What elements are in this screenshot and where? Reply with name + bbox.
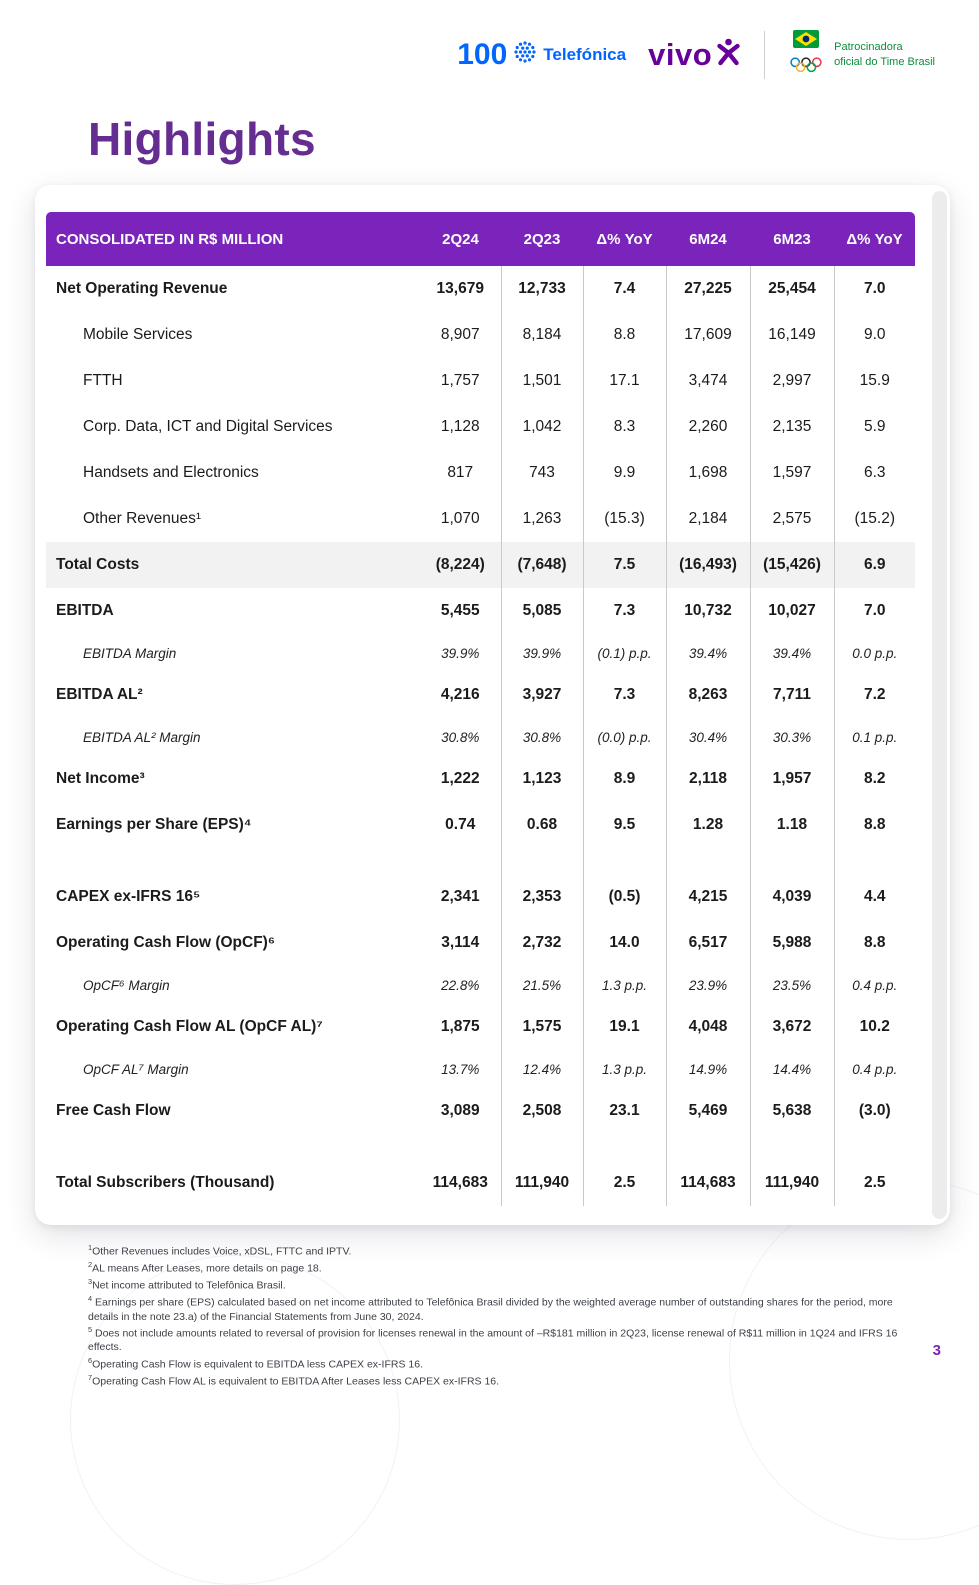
- cell-value: 30.8%: [441, 729, 480, 745]
- cell-value: 3,927: [501, 672, 583, 718]
- table-row: [46, 404, 915, 450]
- cell-value: 15.9: [834, 358, 915, 404]
- row-label: Net Income³: [56, 770, 145, 787]
- cell-value: 5,085: [501, 588, 583, 634]
- table-row: [46, 920, 915, 966]
- table-row: [46, 450, 915, 496]
- cell-value: 5,988: [750, 920, 834, 966]
- cell-value: 4,215: [666, 874, 750, 920]
- cell-value: (0.0) p.p.: [583, 718, 666, 756]
- cell-value: 0.4 p.p.: [834, 1050, 915, 1088]
- cell-value: 2.5: [583, 1160, 666, 1206]
- cell-value: 4,048: [666, 1004, 750, 1050]
- cell-value: 1,875: [440, 1018, 480, 1035]
- cell-value: 9.0: [834, 312, 915, 358]
- cell-value: 1,070: [440, 510, 480, 527]
- cell-value: 6,517: [666, 920, 750, 966]
- cell-value: 13.7%: [441, 1061, 480, 1077]
- cell-value: 23.5%: [750, 966, 834, 1004]
- cell-value: (15.2): [834, 496, 915, 542]
- row-label: Total Costs: [56, 556, 140, 573]
- cell-value: 2,118: [666, 756, 750, 802]
- scrollbar[interactable]: [932, 191, 947, 1219]
- sponsor-line-1: Patrocinadora: [834, 41, 903, 54]
- table-row: [46, 672, 915, 718]
- cell-value: 1,957: [750, 756, 834, 802]
- cell-value: 30.3%: [750, 718, 834, 756]
- table-header: [46, 212, 915, 266]
- footnotes: [88, 1243, 910, 1390]
- cell-value: 2,353: [501, 874, 583, 920]
- cell-value: 23.1: [583, 1088, 666, 1134]
- cell-value: [501, 848, 583, 874]
- footnote: $^6$Operating Cash Flow is equivalent to EBITDA less CAPEX ex-IFRS 16.: [88, 1355, 423, 1371]
- table-row: [46, 874, 915, 920]
- cell-value: 21.5%: [501, 966, 583, 1004]
- footnote: $^3$Net income attributed to Telefônica Brasil.: [88, 1277, 286, 1292]
- cell-value: 2,732: [501, 920, 583, 966]
- cell-value: 17,609: [666, 312, 750, 358]
- telefonica-logo: [457, 37, 627, 71]
- cell-value: 7.2: [834, 672, 915, 718]
- cell-value: 1,698: [666, 450, 750, 496]
- cell-value: (15.3): [583, 496, 666, 542]
- page-number: 3: [932, 1342, 941, 1359]
- table-row: [46, 1050, 915, 1088]
- cell-value: 7.0: [834, 266, 915, 312]
- cell-value: 8.2: [834, 756, 915, 802]
- cell-value: (0.5): [583, 874, 666, 920]
- cell-value: 0.0 p.p.: [834, 634, 915, 672]
- cell-value: [750, 848, 834, 874]
- cell-value: 22.8%: [441, 977, 480, 993]
- cell-value: [750, 1134, 834, 1160]
- cell-value: 2,997: [750, 358, 834, 404]
- row-label: Other Revenues¹: [83, 510, 202, 527]
- cell-value: [834, 848, 915, 874]
- telefonica-dots-emblem: [514, 41, 536, 68]
- row-label: OpCF AL⁷ Margin: [83, 1061, 189, 1077]
- column-header: 2Q24: [420, 212, 501, 266]
- footnote: $^7$Operating Cash Flow AL is equivalent to EBITDA After Leases less CAPEX ex-IFRS 16.: [88, 1373, 500, 1388]
- cell-value: (7,648): [501, 542, 583, 588]
- cell-value: 30.4%: [666, 718, 750, 756]
- cell-value: (0.1) p.p.: [583, 634, 666, 672]
- cell-value: 13,679: [436, 280, 484, 297]
- cell-value: 1,263: [501, 496, 583, 542]
- column-header-label: CONSOLIDATED IN R$ MILLION: [46, 212, 420, 266]
- cell-value: 2,184: [666, 496, 750, 542]
- cell-value: 1,042: [501, 404, 583, 450]
- cell-value: 1,597: [750, 450, 834, 496]
- table-row: [46, 358, 915, 404]
- olympic-rings-icon: [787, 56, 825, 79]
- row-label: EBITDA Margin: [83, 645, 177, 661]
- cell-value: [420, 1134, 501, 1160]
- cell-value: 12,733: [501, 266, 583, 312]
- cell-value: 1.18: [750, 802, 834, 848]
- cell-value: (16,493): [666, 542, 750, 588]
- cell-value: 6.3: [834, 450, 915, 496]
- cell-value: 743: [501, 450, 583, 496]
- table-body: [46, 266, 915, 1206]
- row-label: Mobile Services: [83, 326, 193, 343]
- cell-value: [666, 848, 750, 874]
- cell-value: 2,135: [750, 404, 834, 450]
- cell-value: 8.3: [583, 404, 666, 450]
- row-label: CAPEX ex-IFRS 16⁵: [56, 888, 201, 905]
- cell-value: 25,454: [750, 266, 834, 312]
- row-label: Handsets and Electronics: [83, 464, 259, 481]
- row-label: Corp. Data, ICT and Digital Services: [83, 418, 333, 435]
- row-label: EBITDA AL²: [56, 686, 143, 703]
- cell-value: 3,474: [666, 358, 750, 404]
- row-label: FTTH: [83, 372, 123, 389]
- cell-value: 14.0: [583, 920, 666, 966]
- table-row: [46, 718, 915, 756]
- cell-value: 0.1 p.p.: [834, 718, 915, 756]
- cell-value: 30.8%: [501, 718, 583, 756]
- cell-value: 16,149: [750, 312, 834, 358]
- table-row: [46, 312, 915, 358]
- cell-value: [583, 1134, 666, 1160]
- highlights-table: [46, 212, 915, 1206]
- cell-value: 0.68: [501, 802, 583, 848]
- cell-value: 1,128: [440, 418, 480, 435]
- cell-value: 817: [447, 464, 474, 481]
- cell-value: 7.5: [583, 542, 666, 588]
- cell-value: 4.4: [834, 874, 915, 920]
- cell-value: 111,940: [501, 1160, 583, 1206]
- cell-value: 8,263: [666, 672, 750, 718]
- cell-value: 0.4 p.p.: [834, 966, 915, 1004]
- sponsor-line-2: oficial do Time Brasil: [834, 55, 935, 68]
- row-label: [46, 1134, 420, 1160]
- row-label: OpCF⁶ Margin: [83, 977, 170, 993]
- vivo-logo: [648, 37, 742, 72]
- telefonica-100-mark: 100: [457, 37, 508, 71]
- cell-value: 114,683: [432, 1174, 488, 1191]
- cell-value: 2,341: [440, 888, 480, 905]
- footnote: $^4$ Earnings per share (EPS) calculated based on net income attributed to Telefônica Brasil divided by the weighted average number of outstanding shares for the period, more details in the note 23.a) of the Financial Statements from June 30, 2024.: [88, 1294, 893, 1323]
- cell-value: 3,114: [441, 934, 480, 951]
- cell-value: 4,039: [750, 874, 834, 920]
- cell-value: 9.5: [583, 802, 666, 848]
- cell-value: 1,501: [501, 358, 583, 404]
- cell-value: 12.4%: [501, 1050, 583, 1088]
- column-header: 6M24: [666, 212, 750, 266]
- table-row: [46, 496, 915, 542]
- cell-value: 8.8: [834, 920, 915, 966]
- cell-value: 39.9%: [501, 634, 583, 672]
- cell-value: 2,260: [666, 404, 750, 450]
- column-header: 2Q23: [501, 212, 583, 266]
- table-row: [46, 966, 915, 1004]
- cell-value: 8,907: [440, 326, 480, 343]
- cell-value: (15,426): [750, 542, 834, 588]
- cell-value: 111,940: [750, 1160, 834, 1206]
- cell-value: 1.28: [666, 802, 750, 848]
- row-label: Operating Cash Flow (OpCF)⁶: [56, 934, 275, 951]
- row-label: EBITDA AL² Margin: [83, 729, 201, 745]
- vivo-wordmark: vivo: [648, 37, 713, 72]
- cell-value: 3,089: [440, 1102, 480, 1119]
- cell-value: 114,683: [666, 1160, 750, 1206]
- cell-value: 14.4%: [750, 1050, 834, 1088]
- cell-value: 39.9%: [441, 645, 480, 661]
- cell-value: 5,469: [666, 1088, 750, 1134]
- row-label: Earnings per Share (EPS)⁴: [56, 816, 252, 833]
- cell-value: [501, 1134, 583, 1160]
- highlights-card: [35, 185, 950, 1225]
- cell-value: [834, 1134, 915, 1160]
- cell-value: 3,672: [750, 1004, 834, 1050]
- cell-value: 5.9: [834, 404, 915, 450]
- spacer-row: [46, 848, 915, 874]
- cell-value: 9.9: [583, 450, 666, 496]
- cell-value: [666, 1134, 750, 1160]
- cell-value: 7.3: [583, 588, 666, 634]
- table-row: [46, 802, 915, 848]
- cell-value: (3.0): [834, 1088, 915, 1134]
- brand-bar: [457, 30, 935, 79]
- cell-value: 23.9%: [666, 966, 750, 1004]
- table-row: [46, 542, 915, 588]
- row-label: EBITDA: [56, 602, 114, 619]
- column-header: Δ% YoY: [583, 212, 666, 266]
- telefonica-wordmark: Telefónica: [543, 44, 627, 64]
- sponsor-text: [834, 40, 935, 69]
- table-row: [46, 634, 915, 672]
- cell-value: 1,575: [501, 1004, 583, 1050]
- table-row: [46, 1160, 915, 1206]
- cell-value: 1.3 p.p.: [583, 966, 666, 1004]
- cell-value: 2.5: [834, 1160, 915, 1206]
- cell-value: 8.8: [834, 802, 915, 848]
- cell-value: 39.4%: [750, 634, 834, 672]
- cell-value: 17.1: [583, 358, 666, 404]
- cell-value: 39.4%: [666, 634, 750, 672]
- cell-value: 8,184: [501, 312, 583, 358]
- brazil-flag-icon: [793, 30, 819, 53]
- row-label: Net Operating Revenue: [56, 280, 228, 297]
- column-header: Δ% YoY: [834, 212, 915, 266]
- cell-value: 8.8: [583, 312, 666, 358]
- table-row: [46, 756, 915, 802]
- cell-value: 1,123: [501, 756, 583, 802]
- footnote: $^2$AL means After Leases, more details on page 18.: [88, 1260, 322, 1275]
- cell-value: 2,575: [750, 496, 834, 542]
- cell-value: 10,027: [750, 588, 834, 634]
- footnote: $^1$Other Revenues includes Voice, xDSL, FTTC and IPTV.: [88, 1243, 352, 1258]
- cell-value: 4,216: [440, 686, 480, 703]
- cell-value: 14.9%: [666, 1050, 750, 1088]
- cell-value: 19.1: [583, 1004, 666, 1050]
- cell-value: (8,224): [435, 556, 485, 573]
- table-row: [46, 1088, 915, 1134]
- cell-value: 5,455: [440, 602, 480, 619]
- cell-value: [583, 848, 666, 874]
- cell-value: 1,757: [440, 372, 480, 389]
- cell-value: 2,508: [501, 1088, 583, 1134]
- cell-value: 7.4: [583, 266, 666, 312]
- table-row: [46, 266, 915, 312]
- cell-value: 27,225: [666, 266, 750, 312]
- cell-value: 7.0: [834, 588, 915, 634]
- cell-value: 6.9: [834, 542, 915, 588]
- column-header: 6M23: [750, 212, 834, 266]
- cell-value: 10.2: [834, 1004, 915, 1050]
- cell-value: 7,711: [750, 672, 834, 718]
- footnote: $^5$ Does not include amounts related to reversal of provision for licenses renewal in the amount of –R$181 million in 2Q23, license renewal of R$11 million in 1Q24 and IFRS 16 effects.: [88, 1325, 898, 1354]
- time-brasil-sponsor: [787, 30, 935, 79]
- cell-value: 0.74: [445, 816, 476, 833]
- row-label: [46, 848, 420, 874]
- table-row: [46, 588, 915, 634]
- brand-divider: [764, 31, 765, 79]
- row-label: Operating Cash Flow AL (OpCF AL)⁷: [56, 1018, 323, 1035]
- page-title: Highlights: [88, 113, 316, 165]
- sponsor-icons: [787, 30, 825, 79]
- cell-value: 7.3: [583, 672, 666, 718]
- cell-value: 8.9: [583, 756, 666, 802]
- cell-value: 5,638: [750, 1088, 834, 1134]
- cell-value: 10,732: [666, 588, 750, 634]
- table-row: [46, 1004, 915, 1050]
- vivo-figure-icon: [715, 37, 742, 72]
- row-label: Total Subscribers (Thousand): [56, 1174, 275, 1191]
- cell-value: 1.3 p.p.: [583, 1050, 666, 1088]
- row-label: Free Cash Flow: [56, 1102, 171, 1119]
- cell-value: 1,222: [440, 770, 480, 787]
- spacer-row: [46, 1134, 915, 1160]
- cell-value: [420, 848, 501, 874]
